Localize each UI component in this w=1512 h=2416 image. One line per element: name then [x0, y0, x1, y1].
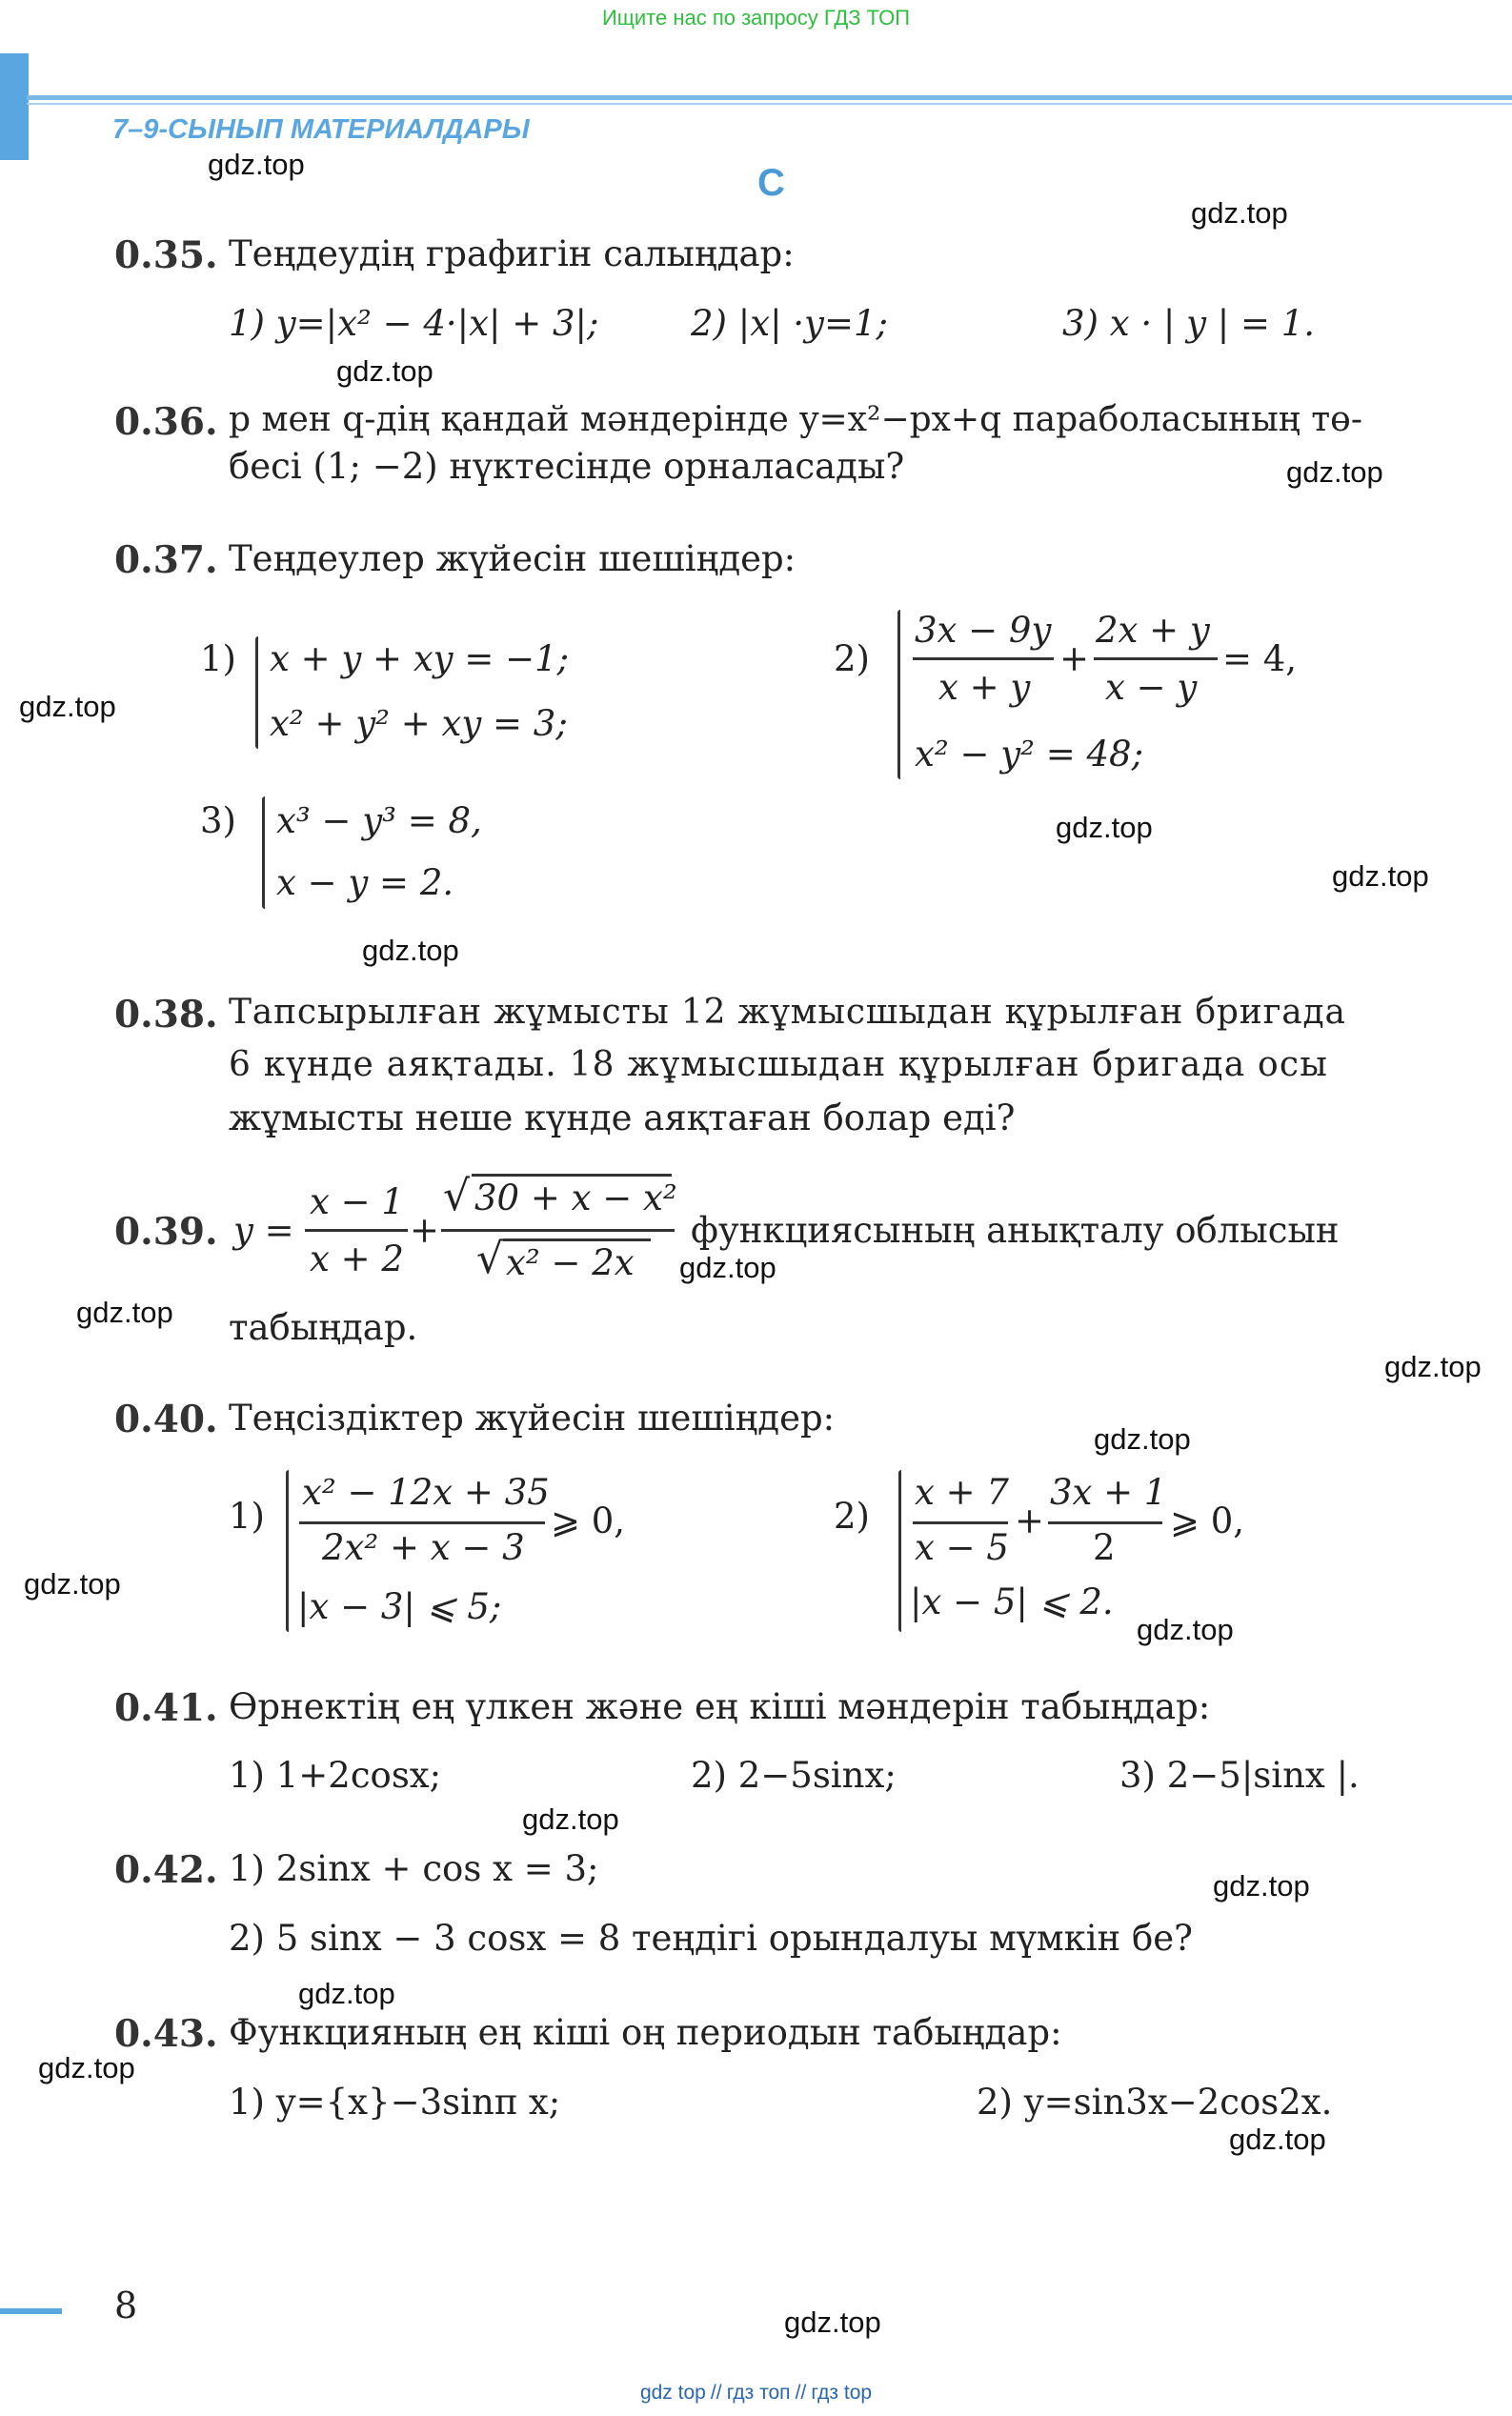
watermark: gdz.top [1332, 859, 1429, 893]
problem-text: бесі (1; −2) нүктесінде орналасады? [229, 446, 905, 487]
fraction-bar [1048, 1521, 1162, 1524]
fraction-numerator: 3x + 1 [1050, 1472, 1167, 1513]
problem-text: Теңдеулер жүйесін шешіңдер: [229, 538, 796, 579]
problem-number: 0.42. [114, 1848, 218, 1892]
watermark: gdz.top [1286, 455, 1383, 489]
equation: x + y + xy = −1; [270, 638, 570, 679]
fraction-bar [1094, 657, 1218, 660]
watermark: gdz.top [1384, 1350, 1482, 1383]
footer-accent-bar [0, 2308, 62, 2314]
problem-number: 0.37. [114, 538, 218, 582]
system-label: 2) [834, 1496, 870, 1537]
inequality-rhs: ⩾ 0, [1170, 1500, 1245, 1541]
header-title: 7–9-СЫНЫП МАТЕРИАЛДАРЫ [112, 114, 530, 145]
watermark: gdz.top [522, 1802, 619, 1836]
problem-text: 6 күнде аяқтады. 18 жұмысшыдан құрылған бригада осы [229, 1045, 1329, 1084]
footer-link[interactable]: гдз top [811, 2382, 873, 2404]
problem-text: Теңдеудің графигін салыңдар: [229, 233, 795, 274]
fraction-bar [441, 1229, 675, 1232]
problem-text: Тапсырылған жұмысты 12 жұмысшыдан құрылған бригада [229, 993, 1346, 1032]
header-accent-bar [0, 53, 29, 160]
problem-text: Теңсіздіктер жүйесін шешіңдер: [229, 1398, 836, 1439]
watermark: gdz.top [24, 1567, 121, 1601]
system-label: 2) [834, 638, 870, 679]
footer-separator: // [710, 2382, 722, 2404]
problem-item: 1) 1+2cosx; [229, 1755, 442, 1796]
watermark: gdz.top [1056, 811, 1153, 844]
operator: + [410, 1210, 440, 1251]
sqrt-icon: √ [443, 1172, 471, 1220]
problem-item: 2) y=sin3x−2cos2x. [977, 2082, 1333, 2123]
system-label: 1) [229, 1496, 265, 1537]
system-label: 3) [200, 800, 236, 841]
problem-number: 0.38. [114, 993, 218, 1037]
problem-text: 1) 2sinx + cos x = 3; [229, 1848, 599, 1889]
system-brace [286, 1470, 289, 1632]
top-search-link[interactable]: Ищите нас по запросу ГДЗ ТОП [601, 6, 911, 30]
problem-number: 0.41. [114, 1686, 218, 1730]
fraction-denominator: x − y [1105, 667, 1198, 708]
watermark: gdz.top [1213, 1869, 1310, 1903]
problem-text: Өрнектің ең үлкен және ең кіші мәндерін табыңдар: [229, 1686, 1211, 1727]
problem-number: 0.39. [114, 1210, 218, 1254]
problem-text: жұмысты неше күнде аяқтаған болар еді? [229, 1097, 1016, 1138]
system-brace [897, 610, 900, 779]
fraction-numerator: 30 + x − x² [474, 1178, 677, 1218]
fraction-denominator: x + 2 [310, 1238, 404, 1279]
header-rule-thin [27, 103, 1512, 105]
fraction-bar [305, 1229, 408, 1232]
watermark: gdz.top [784, 2305, 881, 2339]
fraction-numerator: 2x + y [1096, 610, 1210, 651]
problem-number: 0.35. [114, 233, 218, 277]
fraction-denominator: 2 [1093, 1527, 1116, 1568]
section-letter: С [757, 162, 785, 204]
problem-item: 1) y=|x² − 4·|x| + 3|; [229, 303, 599, 344]
watermark: gdz.top [1137, 1613, 1234, 1646]
fraction-bar [913, 1521, 1008, 1524]
problem-text: табыңдар. [229, 1307, 418, 1348]
problem-text: p мен q-дің қандай мәндерінде y=x²−px+q параболасының тө- [229, 400, 1363, 439]
problem-text: 2) 5 sinx − 3 cosx = 8 теңдігі орындалуы мүмкін бе? [229, 1918, 1193, 1959]
problem-number: 0.36. [114, 400, 218, 444]
watermark: gdz.top [208, 148, 305, 181]
fraction-numerator: x + 7 [915, 1472, 1009, 1513]
watermark: gdz.top [1191, 196, 1288, 230]
footer-link[interactable]: гдз топ [726, 2382, 791, 2404]
fraction-bar [299, 1521, 545, 1524]
system-brace [255, 636, 258, 749]
equation: x² − y² = 48; [915, 734, 1144, 775]
problem-item: 2) |x| ·y=1; [691, 303, 888, 344]
problem-item: 2) 2−5sinx; [691, 1755, 897, 1796]
problem-item: 3) x · | y | = 1. [1062, 303, 1316, 344]
footer-separator: // [795, 2382, 807, 2404]
problem-item: 3) 2−5|sinx |. [1119, 1755, 1360, 1796]
sqrt-icon: √ [476, 1235, 504, 1283]
watermark: gdz.top [298, 1977, 395, 2010]
problem-number: 0.43. [114, 2012, 218, 2056]
system-brace [262, 796, 265, 909]
fraction-denominator: x² − 2x [506, 1242, 635, 1283]
problem-text: Функцияның ең кіші оң периодын табыңдар: [229, 2012, 1062, 2053]
operator: + [1059, 638, 1090, 679]
footer-link[interactable]: gdz top [639, 2382, 706, 2404]
operator: + [1015, 1500, 1045, 1541]
equation: x³ − y³ = 8, [276, 800, 482, 841]
fraction-numerator: x − 1 [310, 1181, 404, 1222]
footer-links [0, 2382, 1512, 2405]
inequality: |x − 5| ⩽ 2. [910, 1581, 1114, 1622]
problem-item: 1) y={x}−3sinπ x; [229, 2082, 561, 2123]
radical-bar [472, 1174, 672, 1177]
fraction-numerator: x² − 12x + 35 [302, 1472, 550, 1513]
equation: x − y = 2. [276, 862, 454, 903]
watermark: gdz.top [38, 2051, 135, 2084]
page-number: 8 [114, 2285, 138, 2326]
inequality: |x − 3| ⩽ 5; [297, 1586, 502, 1627]
watermark: gdz.top [19, 690, 116, 723]
function-y: y = [233, 1210, 294, 1251]
watermark: gdz.top [1094, 1422, 1191, 1456]
problem-number: 0.40. [114, 1398, 218, 1441]
watermark: gdz.top [1229, 2123, 1326, 2156]
header-rule [27, 95, 1512, 100]
inequality-rhs: ⩾ 0, [551, 1500, 626, 1541]
fraction-denominator: x − 5 [915, 1527, 1009, 1568]
fraction-denominator: x + y [938, 667, 1031, 708]
system-label: 1) [200, 638, 236, 679]
watermark: gdz.top [76, 1296, 173, 1329]
problem-text: функциясының анықталу облысын [691, 1210, 1340, 1251]
watermark: gdz.top [679, 1251, 776, 1284]
fraction-numerator: 3x − 9y [915, 610, 1052, 651]
radical-bar [503, 1238, 651, 1241]
fraction-bar [913, 657, 1054, 660]
watermark: gdz.top [362, 934, 459, 967]
watermark: gdz.top [336, 354, 433, 388]
equation: x² + y² + xy = 3; [270, 703, 568, 744]
fraction-denominator: 2x² + x − 3 [322, 1527, 525, 1568]
equation-rhs: = 4, [1222, 638, 1298, 679]
system-brace [898, 1470, 901, 1632]
